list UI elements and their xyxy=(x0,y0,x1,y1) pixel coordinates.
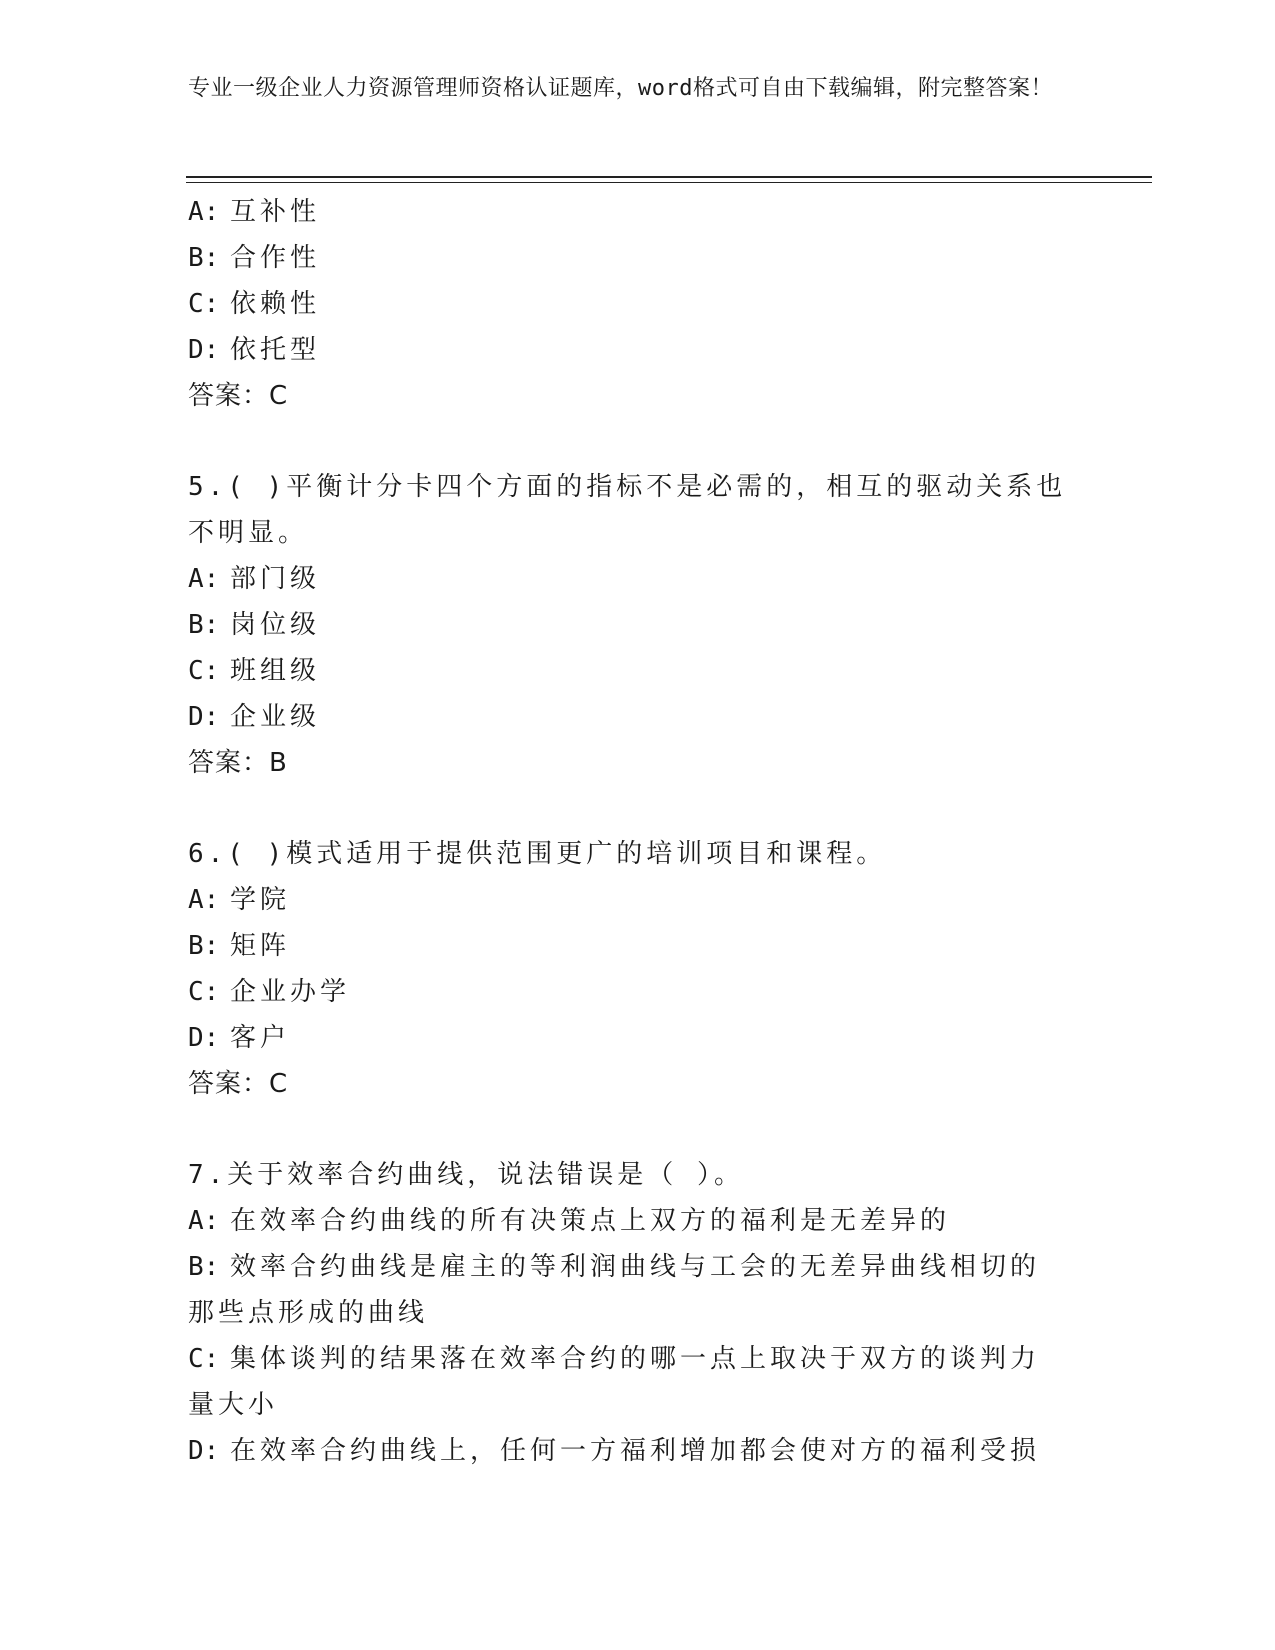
option-a: A: 互补性 xyxy=(188,197,321,227)
answer-line: 答案：C xyxy=(188,381,289,411)
question-6 xyxy=(188,831,1068,1107)
header-rule-thick xyxy=(186,176,1152,178)
question-4-options xyxy=(188,189,1068,419)
option-b: B: 效率合约曲线是雇主的等利润曲线与工会的无差异曲线相切的那些点形成的曲线 xyxy=(188,1252,1041,1328)
answer-line: 答案：C xyxy=(188,1069,289,1099)
option-c: C: 集体谈判的结果落在效率合约的哪一点上取决于双方的谈判力量大小 xyxy=(188,1344,1041,1420)
option-c: C: 依赖性 xyxy=(188,289,321,319)
option-b: B: 矩阵 xyxy=(188,931,291,961)
document-header: 专业一级企业人力资源管理师资格认证题库，word格式可自由下载编辑，附完整答案！ xyxy=(188,76,1053,101)
option-a: A: 学院 xyxy=(188,885,291,915)
option-d: D: 在效率合约曲线上，任何一方福利增加都会使对方的福利受损 xyxy=(188,1436,1041,1466)
header-rule-thin xyxy=(186,182,1152,183)
option-c: C: 班组级 xyxy=(188,656,321,686)
question-stem: 6.( )模式适用于提供范围更广的培训项目和课程。 xyxy=(188,839,887,869)
spacer xyxy=(188,786,1068,831)
question-stem: 7.关于效率合约曲线，说法错误是（ ）。 xyxy=(188,1160,744,1190)
spacer xyxy=(188,1107,1068,1152)
question-5 xyxy=(188,464,1068,786)
option-c: C: 企业办学 xyxy=(188,977,351,1007)
question-7 xyxy=(188,1152,1068,1474)
option-b: B: 岗位级 xyxy=(188,610,321,640)
option-d: D: 依托型 xyxy=(188,335,321,365)
option-d: D: 客户 xyxy=(188,1023,291,1053)
question-stem: 5.( )平衡计分卡四个方面的指标不是必需的，相互的驱动关系也不明显。 xyxy=(188,472,1067,548)
spacer xyxy=(188,419,1068,464)
option-a: A: 部门级 xyxy=(188,564,321,594)
option-b: B: 合作性 xyxy=(188,243,321,273)
answer-line: 答案：B xyxy=(188,748,288,778)
question-content xyxy=(188,189,1068,1474)
option-d: D: 企业级 xyxy=(188,702,321,732)
option-a: A: 在效率合约曲线的所有决策点上双方的福利是无差异的 xyxy=(188,1206,951,1236)
